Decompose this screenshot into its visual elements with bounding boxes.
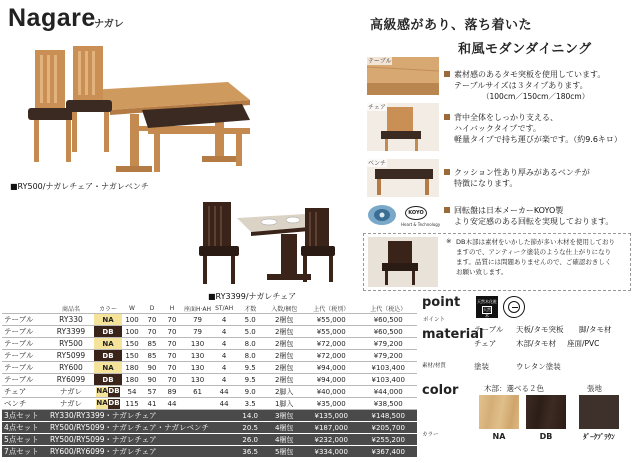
table-row xyxy=(2,398,417,410)
table-cell-d: 90 xyxy=(142,374,162,386)
set-cell: 4梱包 xyxy=(265,434,303,446)
table-cell-sh: 4 xyxy=(213,362,235,374)
feature-line: ハイバックタイプです。 xyxy=(454,124,541,133)
table-cell-pack: 2脚入 xyxy=(265,386,303,398)
swatch-name: NA xyxy=(492,432,506,441)
table-cell-d: 85 xyxy=(142,350,162,362)
table-cell-w: 115 xyxy=(122,398,142,410)
feature-sub: （100cm／150cm／180cm） xyxy=(482,92,590,101)
color-chip-na: NA xyxy=(96,386,108,395)
table-cell-price: ¥94,000 xyxy=(303,362,359,374)
table-cell-type: チェア xyxy=(2,386,48,398)
table-cell-h: 70 xyxy=(162,314,182,326)
bullet-icon xyxy=(444,169,450,175)
set-row xyxy=(2,422,417,434)
headline-line2: 和風モダンダイニング xyxy=(458,42,592,57)
table-header: W xyxy=(122,304,142,314)
table-cell-st xyxy=(182,398,213,410)
set-cell: 3梱包 xyxy=(265,410,303,422)
table-cell-w: 180 xyxy=(122,362,142,374)
table-cell-color: DB xyxy=(94,350,122,362)
set-cell: 4点セット xyxy=(2,422,48,434)
table-cell-code: RY330 xyxy=(48,314,94,326)
table-cell-pack: 2梱包 xyxy=(265,314,303,326)
table-header: 上代（税別） xyxy=(303,304,359,314)
table-cell-h: 70 xyxy=(162,338,182,350)
table-cell-sh: 44 xyxy=(213,398,235,410)
set-cell: 5梱包 xyxy=(265,446,303,458)
table-row xyxy=(2,350,417,362)
set-cell: RY330/RY3399・ナガレチェア xyxy=(48,410,235,422)
table-cell-color: DB xyxy=(94,374,122,386)
note-line: ます。品質には問題ありませんので、ご確認おきしく xyxy=(456,258,612,266)
table-header: カラー xyxy=(94,304,122,314)
table-cell-price: ¥35,000 xyxy=(303,398,359,410)
table-cell-size: 9.5 xyxy=(235,374,265,386)
set-cell: 26.0 xyxy=(235,434,265,446)
bullet-icon xyxy=(444,71,450,77)
feature-chair-text xyxy=(454,112,622,145)
natural-wood-icon xyxy=(476,296,498,318)
table-cell-st: 130 xyxy=(182,350,213,362)
table-cell-code: ナガレ xyxy=(48,386,94,398)
table-cell-size: 8.0 xyxy=(235,350,265,362)
table-cell-price: ¥94,000 xyxy=(303,374,359,386)
set-row xyxy=(2,434,417,446)
feature-line: クッション性あり厚みがあるベンチが xyxy=(454,168,590,177)
set-cell: 14.0 xyxy=(235,410,265,422)
feature-tag: テーブル xyxy=(368,58,392,65)
table-header: H xyxy=(162,304,182,314)
table-cell-w: 54 xyxy=(122,386,142,398)
table-cell-h: 70 xyxy=(162,362,182,374)
headline-line1: 高級感があり、落ち着いた xyxy=(370,18,533,33)
feature-line: テーブルサイズは３タイプあります。 xyxy=(454,81,588,90)
material-value: 天板/タモ突板 xyxy=(516,325,564,334)
table-cell-size: 9.0 xyxy=(235,386,265,398)
table-cell-price: ¥72,000 xyxy=(303,350,359,362)
set-cell: ¥232,000 xyxy=(303,434,359,446)
icon-label: 天然木 xyxy=(483,307,491,318)
feature-table-text xyxy=(454,69,605,102)
table-cell-size: 3.5 xyxy=(235,398,265,410)
table-cell-price-tax: ¥103,400 xyxy=(359,374,417,386)
table-header: 才数 xyxy=(235,304,265,314)
set-cell: 7点セット xyxy=(2,446,48,458)
table-cell-code: RY500 xyxy=(48,338,94,350)
table-cell-w: 180 xyxy=(122,374,142,386)
set-cell: 3点セット xyxy=(2,410,48,422)
table-row xyxy=(2,314,417,326)
table-header xyxy=(2,304,48,314)
table-cell-type: テーブル xyxy=(2,350,48,362)
color-chip-db: DB xyxy=(108,398,120,407)
bullet-icon xyxy=(444,207,450,213)
material-value: 脚/タモ材 xyxy=(579,325,612,334)
material-title: material xyxy=(422,327,484,342)
table-cell-w: 150 xyxy=(122,338,142,350)
table-cell-sh: 44 xyxy=(213,386,235,398)
table-cell-st: 130 xyxy=(182,338,213,350)
spec-table xyxy=(2,304,417,458)
table-cell-type: テーブル xyxy=(2,326,48,338)
table-cell-color: NA xyxy=(94,338,122,350)
table-cell-sh: 4 xyxy=(213,326,235,338)
table-cell-color: DB xyxy=(94,326,122,338)
table-cell-h: 44 xyxy=(162,398,182,410)
table-cell-price: ¥40,000 xyxy=(303,386,359,398)
note-text xyxy=(456,237,615,277)
table-cell-price-tax: ¥38,500 xyxy=(359,398,417,410)
table-cell-price-tax: ¥79,200 xyxy=(359,350,417,362)
bullet-icon xyxy=(444,114,450,120)
table-cell-d: 85 xyxy=(142,338,162,350)
color-title: color xyxy=(422,383,459,398)
material-label: チェア xyxy=(474,339,497,348)
swatch-na xyxy=(479,395,519,429)
table-cell-code: RY5099 xyxy=(48,350,94,362)
material-value: 座面/PVC xyxy=(567,339,600,348)
point-title: point xyxy=(422,295,461,310)
feature-line: 回転盤は日本メーカーKOYO製 xyxy=(454,206,564,215)
set-cell: ¥367,400 xyxy=(359,446,417,458)
swivel-plate-icon xyxy=(367,204,397,226)
feature-line: 素材感のあるタモ突板を使用しています。 xyxy=(454,70,606,79)
table-cell-color xyxy=(94,386,122,398)
second-photo-caption: ■RY3399/ナガレチェア xyxy=(208,292,297,301)
feature-tag: チェア xyxy=(368,104,386,111)
table-cell-pack: 2梱包 xyxy=(265,326,303,338)
table-cell-type: ベンチ xyxy=(2,398,48,410)
set-cell: RY500/RY5099・ナガレチェア・ナガレベンチ xyxy=(48,422,235,434)
swivel-inner xyxy=(508,301,520,313)
table-row xyxy=(2,362,417,374)
table-cell-pack: 2梱包 xyxy=(265,362,303,374)
brand-title: Nagare xyxy=(8,4,96,32)
icon-label: 天然木化粧 xyxy=(477,299,497,304)
set-cell: ¥255,200 xyxy=(359,434,417,446)
table-cell-st: 61 xyxy=(182,386,213,398)
set-cell: RY600/RY6099・ナガレチェア xyxy=(48,446,235,458)
table-cell-h: 70 xyxy=(162,350,182,362)
table-header: D xyxy=(142,304,162,314)
table-cell-st: 130 xyxy=(182,362,213,374)
main-photo-caption: ■RY500/ナガレチェア・ナガレベンチ xyxy=(10,182,149,191)
table-cell-price: ¥55,000 xyxy=(303,314,359,326)
table-cell-st: 130 xyxy=(182,374,213,386)
swatch-dark-brown xyxy=(579,395,619,429)
table-cell-color: NA xyxy=(94,362,122,374)
table-cell-h: 70 xyxy=(162,374,182,386)
table-cell-price-tax: ¥79,200 xyxy=(359,338,417,350)
note-chair-thumb xyxy=(368,237,438,287)
table-row xyxy=(2,374,417,386)
feature-line: より安定感のある回転を実現しております。 xyxy=(454,217,614,226)
color-chip-db: DB xyxy=(108,386,120,395)
second-product-photo xyxy=(197,190,337,288)
table-cell-size: 8.0 xyxy=(235,338,265,350)
set-cell: RY500/RY5099・ナガレチェア xyxy=(48,434,235,446)
table-header-row xyxy=(2,304,417,314)
set-cell: 4梱包 xyxy=(265,422,303,434)
table-cell-color: NA xyxy=(94,314,122,326)
table-cell-code: ナガレ xyxy=(48,398,94,410)
feature-swivel-text xyxy=(454,205,613,227)
table-cell-pack: 2梱包 xyxy=(265,350,303,362)
set-cell: ¥334,000 xyxy=(303,446,359,458)
table-cell-w: 100 xyxy=(122,326,142,338)
table-cell-w: 150 xyxy=(122,350,142,362)
set-row xyxy=(2,410,417,422)
table-cell-price-tax: ¥60,500 xyxy=(359,314,417,326)
set-cell: ¥135,000 xyxy=(303,410,359,422)
note-line: ますので、アンティーク塗装のような仕上がりになり xyxy=(456,248,612,256)
table-cell-price-tax: ¥60,500 xyxy=(359,326,417,338)
table-header: 座面H·AH xyxy=(182,304,213,314)
table-row xyxy=(2,326,417,338)
table-cell-code: RY3399 xyxy=(48,326,94,338)
table-cell-w: 100 xyxy=(122,314,142,326)
feature-tag: ベンチ xyxy=(368,160,387,167)
feature-line: 軽量タイプで持ち運びが楽です。（約9.6キロ） xyxy=(454,135,622,144)
feature-table-thumb xyxy=(367,57,439,95)
color-label: カラー xyxy=(422,432,439,438)
table-header: 商品名 xyxy=(48,304,94,314)
koyo-tagline: Heart & Technology xyxy=(401,222,441,227)
table-cell-code: RY6099 xyxy=(48,374,94,386)
finish-label: 素材/材質 xyxy=(422,363,446,369)
table-cell-type: テーブル xyxy=(2,338,48,350)
set-cell: 5点セット xyxy=(2,434,48,446)
table-cell-d: 70 xyxy=(142,314,162,326)
fabric-label: 張地 xyxy=(587,384,602,393)
table-cell-price: ¥72,000 xyxy=(303,338,359,350)
swatch-name: DB xyxy=(539,432,553,441)
koyo-logo: KOYO xyxy=(405,206,427,220)
table-cell-sh: 4 xyxy=(213,338,235,350)
table-header: 入数/梱包 xyxy=(265,304,303,314)
material-value: 木部/タモ材 xyxy=(516,339,557,348)
table-cell-sh: 4 xyxy=(213,314,235,326)
table-cell-size: 5.0 xyxy=(235,314,265,326)
swatch-db xyxy=(526,395,566,429)
set-row xyxy=(2,446,417,458)
brand-kana: ナガレ xyxy=(94,19,124,30)
table-cell-price-tax: ¥44,000 xyxy=(359,386,417,398)
set-cell: 20.5 xyxy=(235,422,265,434)
point-subtitle: ポイント xyxy=(423,317,446,323)
table-cell-type: テーブル xyxy=(2,314,48,326)
set-cell: 36.5 xyxy=(235,446,265,458)
table-cell-price-tax: ¥103,400 xyxy=(359,362,417,374)
table-cell-type: テーブル xyxy=(2,374,48,386)
set-cell: ¥205,700 xyxy=(359,422,417,434)
table-cell-d: 90 xyxy=(142,362,162,374)
table-cell-type: テーブル xyxy=(2,362,48,374)
wood-color-label: 木部：選べる２色 xyxy=(484,384,544,393)
feature-bench-text xyxy=(454,167,590,189)
table-header: 上代（税込） xyxy=(359,304,417,314)
table-row xyxy=(2,386,417,398)
main-product-photo xyxy=(10,38,260,180)
set-cell: ¥187,000 xyxy=(303,422,359,434)
note-mark: ※ xyxy=(446,237,452,245)
feature-line: 背中全体をしっかり支える、 xyxy=(454,113,558,122)
swivel-icon xyxy=(503,296,525,318)
table-cell-d: 57 xyxy=(142,386,162,398)
table-cell-code: RY600 xyxy=(48,362,94,374)
note-line: お願い致します。 xyxy=(456,268,508,276)
table-cell-h: 89 xyxy=(162,386,182,398)
table-cell-h: 70 xyxy=(162,326,182,338)
note-line: DB木部は素材をいかした節が多い木材を使用しており xyxy=(456,238,615,246)
table-cell-d: 41 xyxy=(142,398,162,410)
table-cell-color xyxy=(94,398,122,410)
material-label: テーブル xyxy=(474,325,504,334)
table-cell-st: 79 xyxy=(182,314,213,326)
table-cell-size: 5.0 xyxy=(235,326,265,338)
color-chip-na: NA xyxy=(96,398,108,407)
finish-value: ウレタン塗装 xyxy=(516,362,561,371)
table-row xyxy=(2,338,417,350)
table-cell-pack: 2梱包 xyxy=(265,374,303,386)
table-cell-pack: 1脚入 xyxy=(265,398,303,410)
table-cell-size: 9.5 xyxy=(235,362,265,374)
table-header: ST/AH xyxy=(213,304,235,314)
feature-chair-thumb xyxy=(367,103,439,151)
table-cell-st: 79 xyxy=(182,326,213,338)
table-cell-sh: 4 xyxy=(213,350,235,362)
table-cell-sh: 4 xyxy=(213,374,235,386)
feature-line: 特徴になります。 xyxy=(454,179,518,188)
table-cell-price: ¥55,000 xyxy=(303,326,359,338)
finish-key: 塗装 xyxy=(474,362,489,371)
set-cell: ¥148,500 xyxy=(359,410,417,422)
table-cell-pack: 2梱包 xyxy=(265,338,303,350)
feature-bench-thumb xyxy=(367,159,439,197)
swatch-name: ﾀﾞｰｸﾌﾞﾗｳﾝ xyxy=(583,433,615,441)
table-cell-d: 70 xyxy=(142,326,162,338)
